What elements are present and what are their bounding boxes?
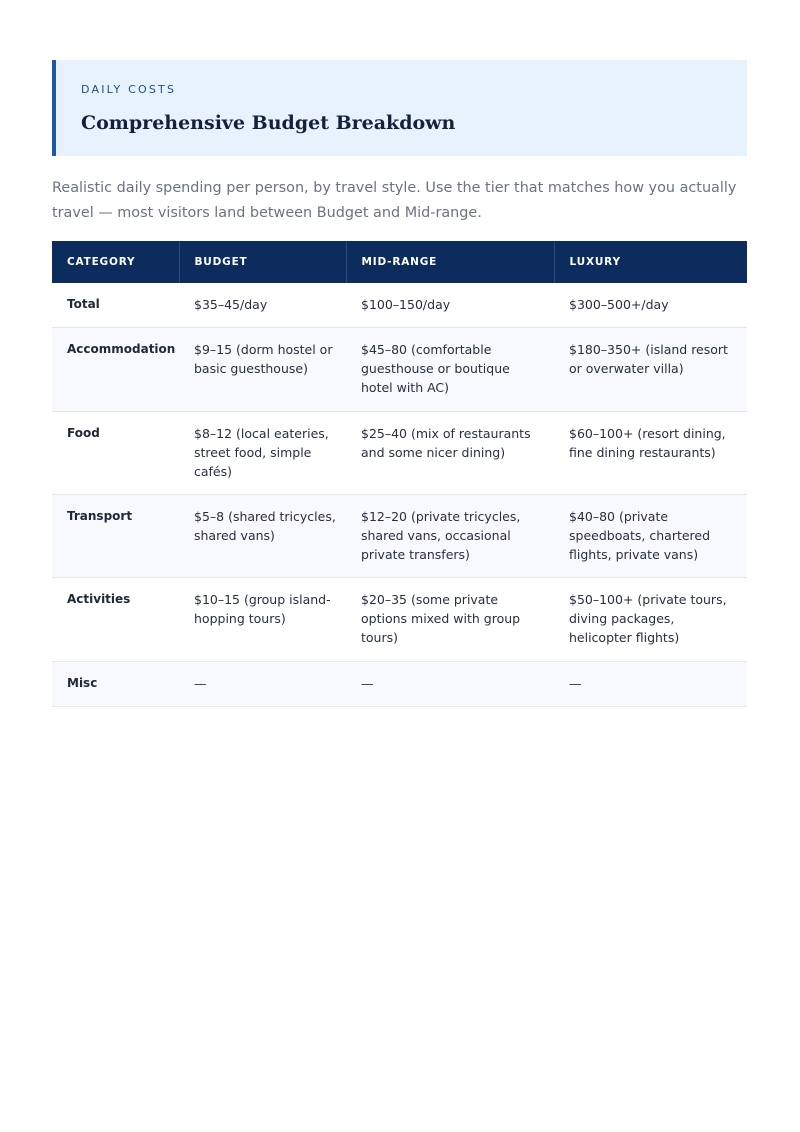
cell-budget: $8–12 (local eateries, street food, simple cafés) [179, 412, 346, 495]
table-header [52, 241, 747, 283]
cell-luxury: $60–100+ (resort dining, fine dining restaurants) [554, 412, 747, 495]
cell-budget: $35–45/day [179, 283, 346, 328]
budget-table [52, 241, 747, 707]
header-luxury: LUXURY [554, 241, 747, 283]
table-header-row [52, 241, 747, 283]
cell-luxury: — [554, 662, 747, 707]
row-label-accommodation: Accommodation [52, 328, 179, 412]
section-title: Comprehensive Budget Breakdown [81, 112, 456, 134]
cell-luxury: $50–100+ (private tours, diving packages, helicopter flights) [554, 578, 747, 662]
cell-budget: $9–15 (dorm hostel or basic guesthouse) [179, 328, 346, 412]
table-row [52, 662, 747, 707]
cell-mid-range: $20–35 (some private options mixed with group tours) [346, 578, 554, 662]
cell-mid-range: $100–150/day [346, 283, 554, 328]
row-label-misc: Misc [52, 662, 179, 707]
header-budget: BUDGET [179, 241, 346, 283]
table-row [52, 283, 747, 328]
cell-mid-range: — [346, 662, 554, 707]
section-callout [52, 60, 747, 156]
header-mid-range: MID-RANGE [346, 241, 554, 283]
table-row [52, 412, 747, 495]
cell-budget: $5–8 (shared tricycles, shared vans) [179, 495, 346, 578]
cell-mid-range: $25–40 (mix of restaurants and some nicer dining) [346, 412, 554, 495]
header-category: CATEGORY [52, 241, 179, 283]
cell-mid-range: $45–80 (comfortable guesthouse or boutique hotel with AC) [346, 328, 554, 412]
intro-paragraph: Realistic daily spending per person, by travel style. Use the tier that matches how you actually travel — most visitors land between Budget and Mid-range. [52, 180, 737, 221]
table-row [52, 328, 747, 412]
cell-mid-range: $12–20 (private tricycles, shared vans, occasional private transfers) [346, 495, 554, 578]
section-eyebrow: DAILY COSTS [81, 83, 177, 96]
cell-budget: $10–15 (group island-hopping tours) [179, 578, 346, 662]
cell-luxury: $40–80 (private speedboats, chartered flights, private vans) [554, 495, 747, 578]
table-body [52, 283, 747, 707]
cell-budget: — [179, 662, 346, 707]
row-label-transport: Transport [52, 495, 179, 578]
row-label-food: Food [52, 412, 179, 495]
row-label-total: Total [52, 283, 179, 328]
row-label-activities: Activities [52, 578, 179, 662]
table-row [52, 578, 747, 662]
cell-luxury: $300–500+/day [554, 283, 747, 328]
cell-luxury: $180–350+ (island resort or overwater villa) [554, 328, 747, 412]
table-row [52, 495, 747, 578]
